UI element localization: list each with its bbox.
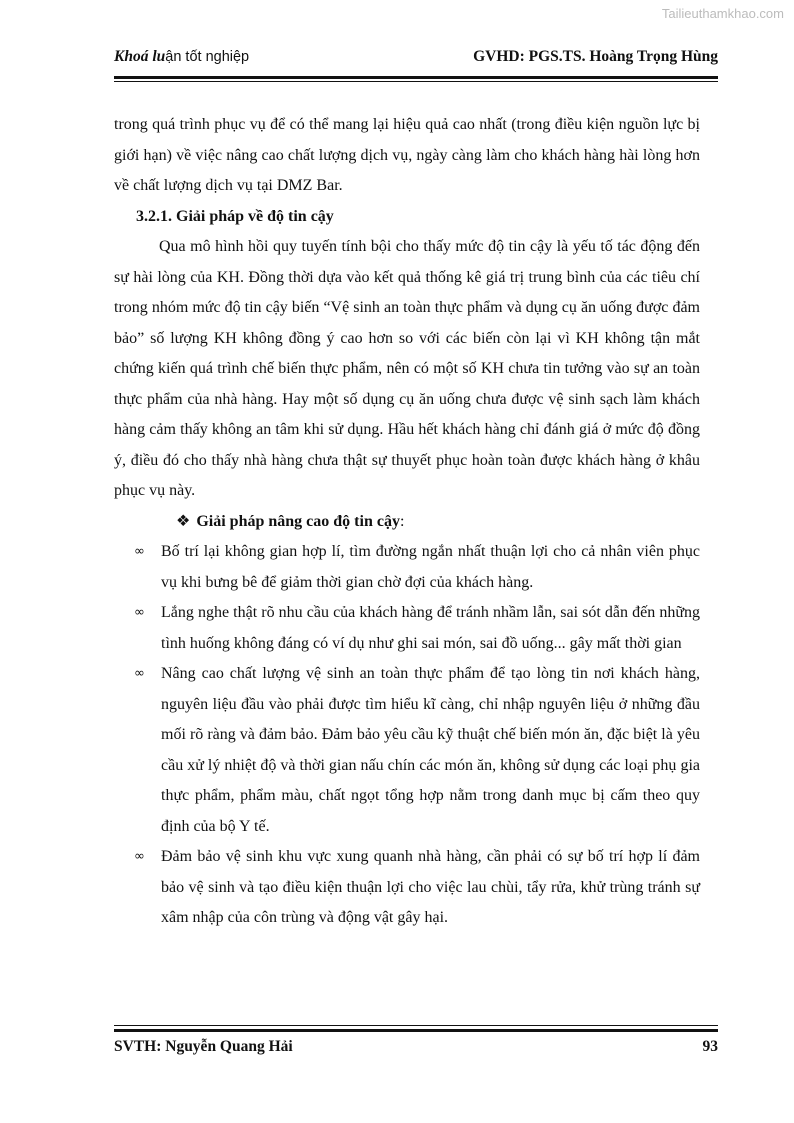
page-number: 93 [702,1038,718,1055]
list-item [114,537,700,598]
section-heading: 3.2.1. Giải pháp về độ tin cậy [136,207,334,225]
footer-rule-thin [114,1025,718,1026]
list-item [114,598,700,659]
list-item-text: Lắng nghe thật rõ nhu cầu của khách hàng để tránh nhầm lẫn, sai sót dẫn đến những tình huống không đáng có ví dụ như ghi sai món, sai đồ uống... gây mất thời gian [161,604,700,652]
solutions-heading-text: Giải pháp nâng cao độ tin cậy [196,512,400,530]
diamond-bullet-icon: ❖ [176,512,191,530]
solutions-heading-colon: : [399,512,405,530]
header-rule-thick [114,76,718,79]
infinity-bullet-icon: ∞ [134,544,145,559]
page-header [114,48,718,74]
infinity-bullet-icon: ∞ [134,605,145,620]
section-paragraph: Qua mô hình hồi quy tuyến tính bội cho thấy mức độ tin cậy là yếu tố tác động đến sự hài lòng của KH. Đồng thời dựa vào kết quả thống kê giá trị trung bình của các tiêu chí trong nhóm mức độ tin cậy biến “Vệ sinh an toàn thực phẩm và dụng cụ ăn uống được đảm bảo” số lượng KH không đồng ý cao hơn so với các biến còn lại vì KH không tận mắt chứng kiến quá trình chế biến thực phẩm, nên có một số KH chưa tin tưởng vào sự an toàn thực phẩm của nhà hàng. Hay một số dụng cụ ăn uống chưa được vệ sinh sạch làm khách hàng cảm thấy không an tâm khi sử dụng. Hầu hết khách hàng chỉ đánh giá ở mức độ đồng ý, điều đó cho thấy nhà hàng chưa thật sự thuyết phục hoàn toàn được khách hàng ở khâu phục vụ này. [114,238,700,499]
page-body [114,110,700,934]
footer-author: SVTH: Nguyễn Quang Hải [114,1038,293,1055]
header-thesis-title [114,48,249,66]
page-footer [114,1038,718,1056]
header-supervisor: GVHD: PGS.TS. Hoàng Trọng Hùng [473,48,718,65]
solutions-heading [114,507,700,538]
infinity-bullet-icon: ∞ [134,849,145,864]
intro-paragraph: trong quá trình phục vụ để có thể mang lại hiệu quả cao nhất (trong điều kiện nguồn lực bị giới hạn) về việc nâng cao chất lượng dịch vụ, ngày càng làm cho khách hàng hài lòng hơn về chất lượng dịch vụ tại DMZ Bar. [114,116,700,194]
list-item-text: Bố trí lại không gian hợp lí, tìm đường ngắn nhất thuận lợi cho cả nhân viên phục vụ khi bưng bê để giảm thời gian chờ đợi của khách hàng. [161,543,700,591]
list-item [114,842,700,934]
header-thesis-title-rest: ận tốt nghiệp [165,49,250,65]
list-item-text: Nâng cao chất lượng vệ sinh an toàn thực phẩm để tạo lòng tin nơi khách hàng, nguyên liệu đầu vào phải được tìm hiểu kĩ càng, chỉ nhập nguyên liệu ở những đầu mối rõ ràng và đảm bảo. Đảm bảo yêu cầu kỹ thuật chế biến món ăn, đặc biệt là yêu cầu xử lý nhiệt độ và thời gian nấu chín các món ăn, không sử dụng các loại phụ gia thực phẩm, phẩm màu, chất ngọt tổng hợp nằm trong danh mục bị cấm theo quy định của bộ Y tế. [161,665,700,835]
watermark: Tailieuthamkhao.com [661,6,784,21]
solutions-list [114,537,700,934]
list-item-text: Đảm bảo vệ sinh khu vực xung quanh nhà hàng, cần phải có sự bố trí hợp lí đảm bảo vệ sinh và tạo điều kiện thuận lợi cho việc lau chùi, tẩy rửa, khử trùng tránh sự xâm nhập của côn trùng và động vật gây hại. [161,848,700,926]
header-rule-thin [114,81,718,82]
infinity-bullet-icon: ∞ [134,666,145,681]
footer-rule-thick [114,1029,718,1032]
header-thesis-title-italic: Khoá lu [114,48,166,65]
list-item [114,659,700,842]
